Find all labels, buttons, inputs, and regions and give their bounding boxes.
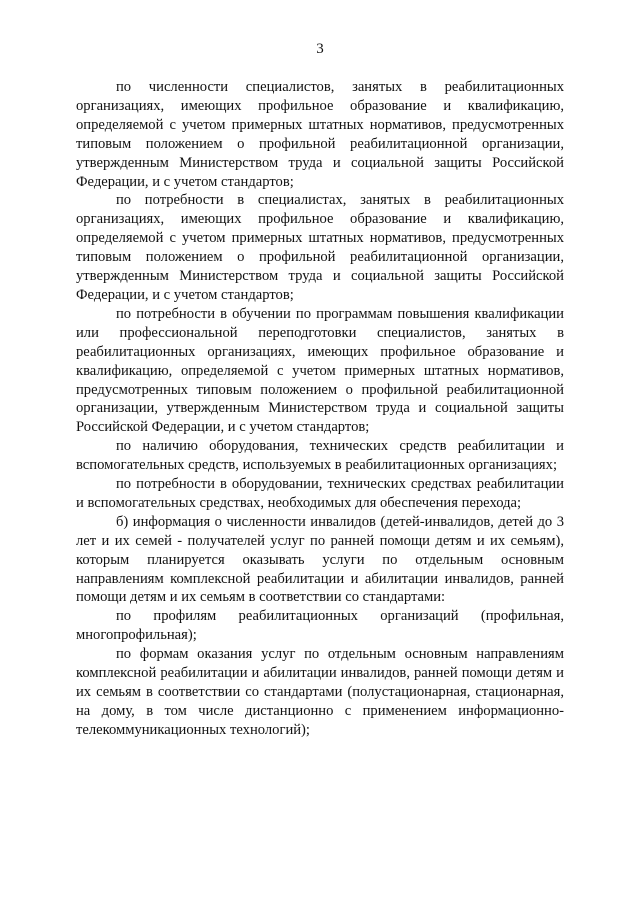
paragraph-specialists-need: по потребности в специалистах, занятых в реабилитационных организациях, имеющих профильное образование и квалификацию, определяемой с учетом примерных штатных нормативов, предусмотренных типовым положением о профильной реабилитационной организации, утвержденным Министерством труда и социальной защиты Российской Федерации, и с учетом стандартов; xyxy=(76,192,564,303)
paragraph-specialists-count: по численности специалистов, занятых в реабилитационных организациях, имеющих профильное образование и квалификацию, определяемой с учетом примерных штатных нормативов, предусмотренных типовым положением о профильной реабилитационной организации, утвержденным Министерством труда и социальной защиты Российской Федерации, и с учетом стандартов; xyxy=(76,79,564,190)
paragraph-disabled-persons-info: б) информация о численности инвалидов (детей-инвалидов, детей до 3 лет и их семей - получателей услуг по ранней помощи детям и их семьям), которым планируется оказывать услуги по отдельным основным направлениям комплексной реабилитации и абилитации инвалидов, ранней помощи детям и их семьям в соответствии со стандартами: xyxy=(76,513,564,606)
paragraph-training-need: по потребности в обучении по программам повышения квалификации или профессиональной переподготовки специалистов, занятых в реабилитационных организациях, имеющих профильное образование и квалификацию, определяемой с учетом примерных штатных нормативов, предусмотренных типовым положением о профильной реабилитационной организации, утвержденным Министерством труда и социальной защиты Российской Федерации, и с учетом стандартов; xyxy=(76,305,564,436)
page-number: 3 xyxy=(316,41,324,57)
document-body xyxy=(76,78,564,740)
paragraph-equipment-availability: по наличию оборудования, технических средств реабилитации и вспомогательных средств, используемых в реабилитационных организациях; xyxy=(76,438,564,474)
paragraph-organization-profiles: по профилям реабилитационных организаций (профильная, многопрофильная); xyxy=(76,608,564,644)
paragraph-service-forms: по формам оказания услуг по отдельным основным направлениям комплексной реабилитации и абилитации инвалидов, ранней помощи детям и их семьям в соответствии со стандартами (полустационарная, стационарная, на дому, в том числе дистанционно с применением информационно-телекоммуникационных технологий); xyxy=(76,646,564,738)
paragraph-equipment-need: по потребности в оборудовании, технических средствах реабилитации и вспомогательных средствах, необходимых для обеспечения перехода; xyxy=(76,476,564,511)
